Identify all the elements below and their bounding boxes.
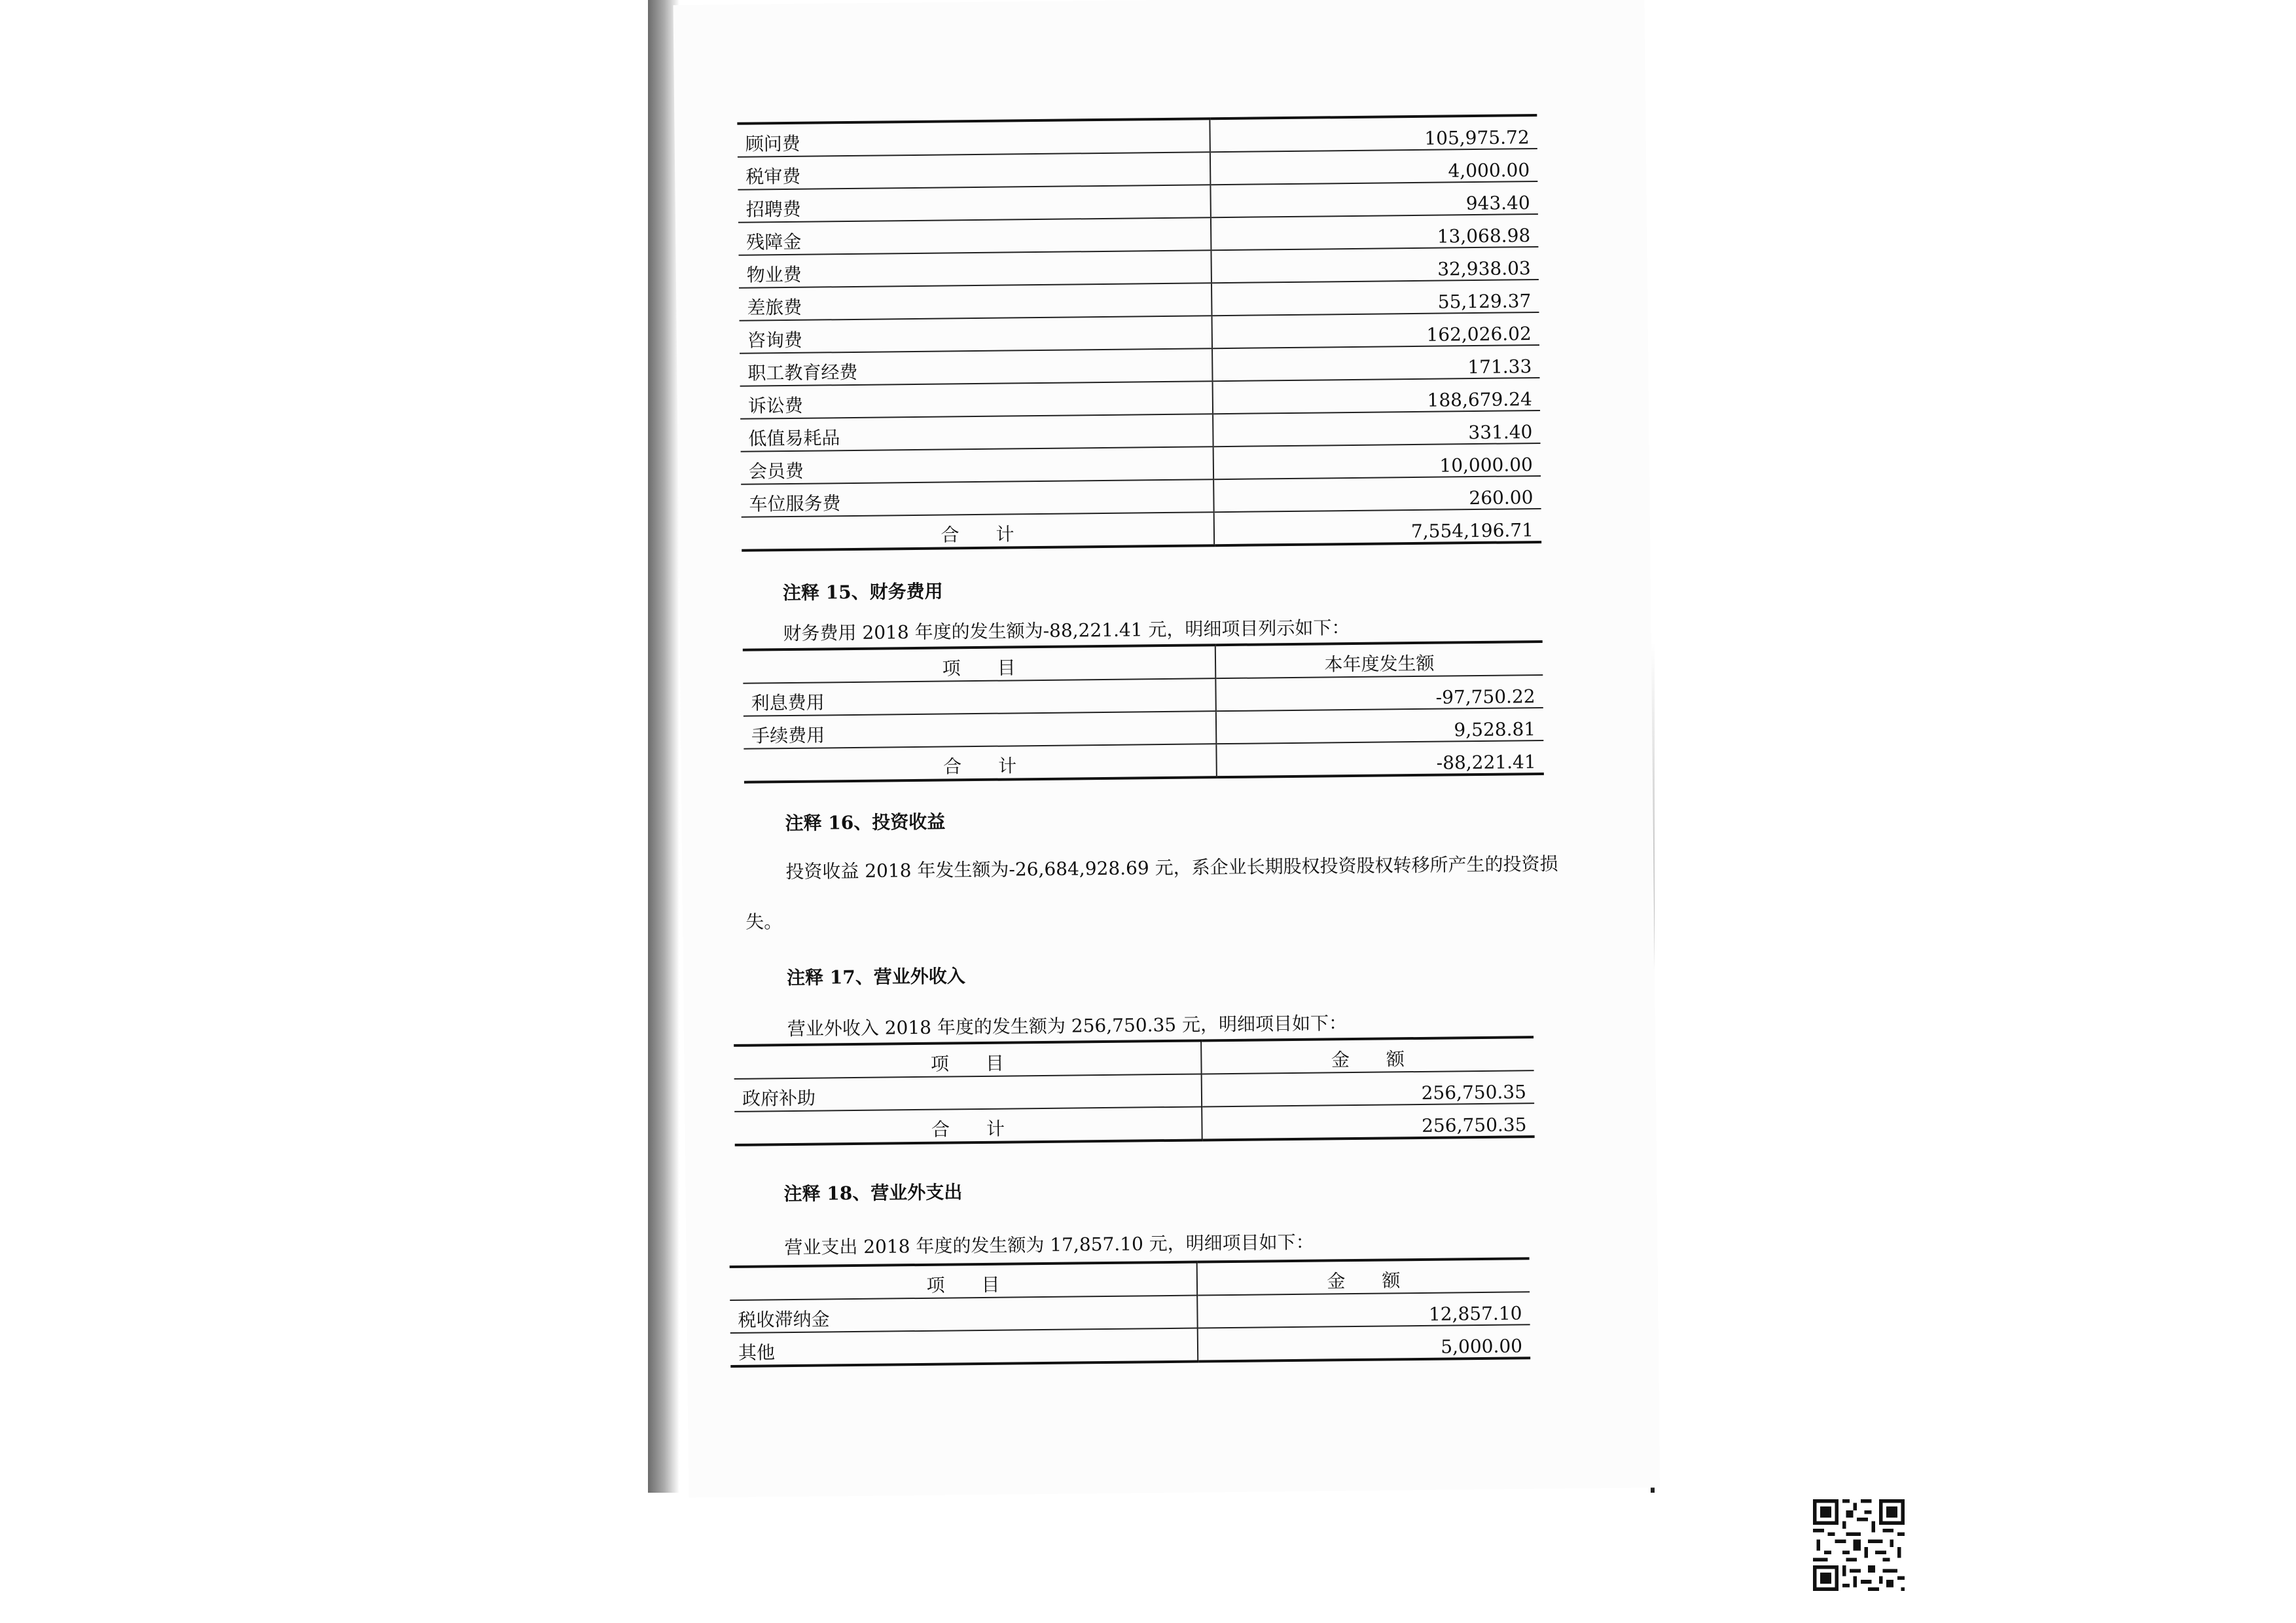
item-cell: 诉讼费 bbox=[740, 381, 1213, 419]
amount-cell: -97,750.22 bbox=[1215, 675, 1543, 711]
item-cell: 残障金 bbox=[738, 217, 1211, 255]
amount-cell: 32,938.03 bbox=[1211, 247, 1538, 283]
amount-cell: 331.40 bbox=[1213, 410, 1540, 447]
item-cell: 车位服务费 bbox=[741, 479, 1213, 517]
item-cell: 低值易耗品 bbox=[740, 414, 1213, 452]
non-operating-income-table bbox=[734, 1036, 1535, 1146]
column-header-amount: 金 额 bbox=[1197, 1258, 1530, 1295]
total-amount: 256,750.35 bbox=[1202, 1103, 1535, 1140]
amount-cell: 256,750.35 bbox=[1202, 1070, 1534, 1106]
amount-cell: 943.40 bbox=[1210, 181, 1537, 217]
item-cell: 顾问费 bbox=[737, 119, 1210, 157]
note-16-heading: 注释 16、投资收益 bbox=[785, 811, 946, 835]
note-18-text: 营业支出 2018 年度的发生额为 17,857.10 元，明细项目如下： bbox=[784, 1231, 1314, 1259]
qr-code-icon[interactable] bbox=[1813, 1499, 1905, 1591]
amount-cell: 162,026.02 bbox=[1212, 312, 1539, 348]
note-17-text: 营业外收入 2018 年度的发生额为 256,750.35 元，明细项目如下： bbox=[787, 1012, 1348, 1040]
amount-cell: 9,528.81 bbox=[1216, 708, 1543, 744]
amount-cell: 13,068.98 bbox=[1211, 214, 1538, 250]
column-header-item: 项 目 bbox=[743, 645, 1215, 684]
amount-cell: 12,857.10 bbox=[1197, 1292, 1530, 1328]
amount-cell: 188,679.24 bbox=[1213, 378, 1540, 414]
note-16-line-1: 投资收益 2018 年发生额为-26,684,928.69 元，系企业长期股权投资股权转移所产生的投资损 bbox=[785, 852, 1558, 883]
item-cell: 差旅费 bbox=[739, 283, 1211, 321]
total-amount: 7,554,196.71 bbox=[1214, 509, 1542, 545]
item-cell: 手续费用 bbox=[744, 711, 1216, 749]
scanned-page bbox=[673, 0, 1660, 1498]
item-cell: 物业费 bbox=[738, 250, 1211, 288]
item-cell: 招聘费 bbox=[738, 185, 1210, 223]
total-label: 合 计 bbox=[744, 744, 1216, 782]
amount-cell: 4,000.00 bbox=[1210, 149, 1537, 185]
amount-cell: 10,000.00 bbox=[1213, 443, 1541, 479]
item-cell: 会员费 bbox=[741, 447, 1213, 484]
column-header-amount: 本年度发生额 bbox=[1215, 642, 1543, 678]
note-17-heading: 注释 17、营业外收入 bbox=[786, 965, 965, 989]
note-18-heading: 注释 18、营业外支出 bbox=[783, 1181, 963, 1205]
item-cell: 利息费用 bbox=[743, 678, 1215, 716]
column-header-item: 项 目 bbox=[730, 1262, 1197, 1300]
note-16-line-2: 失。 bbox=[745, 911, 783, 933]
amount-cell: 171.33 bbox=[1212, 345, 1539, 381]
column-header-amount: 金 额 bbox=[1201, 1037, 1534, 1074]
amount-cell: 105,975.72 bbox=[1210, 115, 1537, 152]
column-header-item: 项 目 bbox=[734, 1040, 1201, 1078]
item-cell: 政府补助 bbox=[734, 1074, 1202, 1111]
item-cell: 其他 bbox=[730, 1328, 1198, 1366]
total-label: 合 计 bbox=[734, 1106, 1202, 1144]
note-15-text: 财务费用 2018 年度的发生额为-88,221.41 元，明细项目列示如下： bbox=[783, 617, 1350, 645]
expense-detail-table bbox=[737, 114, 1541, 552]
non-operating-expense-table bbox=[730, 1257, 1531, 1368]
amount-cell: 260.00 bbox=[1213, 476, 1541, 512]
amount-cell: 55,129.37 bbox=[1211, 280, 1539, 316]
amount-cell: 5,000.00 bbox=[1198, 1324, 1531, 1361]
item-cell: 税审费 bbox=[738, 152, 1210, 190]
item-cell: 职工教育经费 bbox=[740, 348, 1212, 386]
total-amount: -88,221.41 bbox=[1216, 740, 1544, 777]
item-cell: 咨询费 bbox=[740, 316, 1212, 354]
item-cell: 税收滞纳金 bbox=[730, 1296, 1197, 1333]
page-binding-shadow bbox=[648, 0, 679, 1493]
note-15-heading: 注释 15、财务费用 bbox=[782, 580, 943, 604]
finance-expense-table bbox=[743, 640, 1544, 784]
total-label: 合 计 bbox=[742, 512, 1214, 551]
